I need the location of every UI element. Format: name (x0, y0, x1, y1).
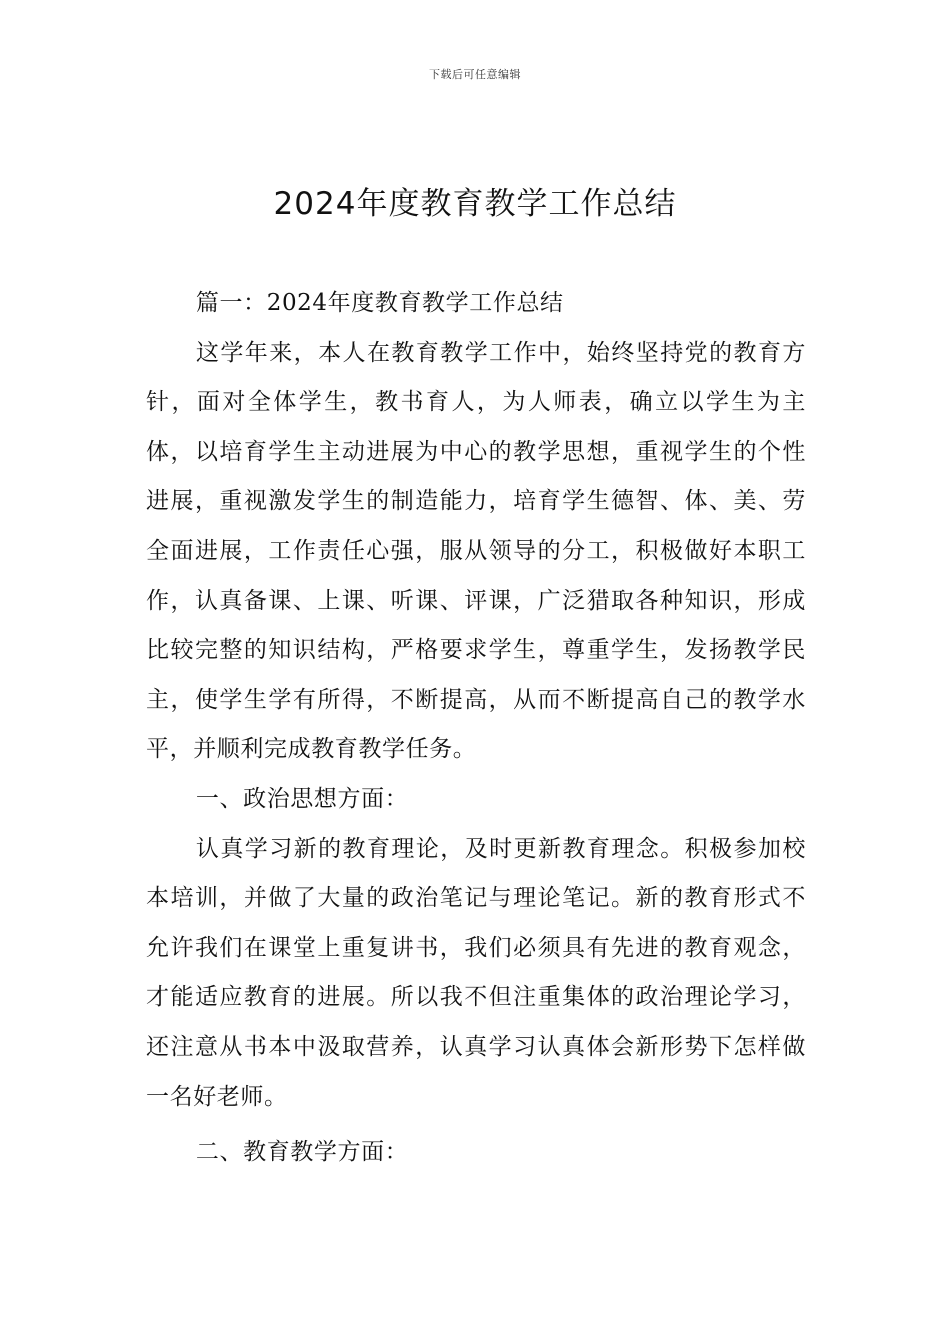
heading-political: 一、政治思想方面： (195, 785, 409, 812)
intro-paragraph: 这学年来，本人在教育教学工作中，始终坚持党的教育方针，面对全体学生，教书育人，为人师表，确立以学生为主体，以培育学生主动进展为中心的教学思想，重视学生的个性进展，重视激发学生的制造能力，培育学生德智、体、美、劳全面进展，工作责任心强，服从领导的分工，积极做好本职工作，认真备课、上课、听课、评课，广泛猎取各种知识，形成比较完整的知识结构，严格要求学生，尊重学生，发扬教学民主，使学生学有所得，不断提高，从而不断提高自己的教学水平，并顺利完成教育教学任务。 (146, 339, 806, 763)
document-title: 2024年度教育教学工作总结 (273, 186, 677, 222)
political-paragraph: 认真学习新的教育理论，及时更新教育理念。积极参加校本培训，并做了大量的政治笔记与理论笔记。新的教育形式不允许我们在课堂上重复讲书，我们必须具有先进的教育观念，才能适应教育的进展。所以我不但注重集体的政治理论学习，还注意从书本中汲取营养，认真学习认真体会新形势下怎样做一名好老师。 (146, 835, 806, 1110)
heading-teaching: 二、教育教学方面： (195, 1139, 409, 1166)
document-body (146, 279, 806, 1178)
section-label: 篇一：2024年度教育教学工作总结 (195, 290, 564, 316)
header-note: 下载后可任意编辑 (429, 68, 521, 81)
